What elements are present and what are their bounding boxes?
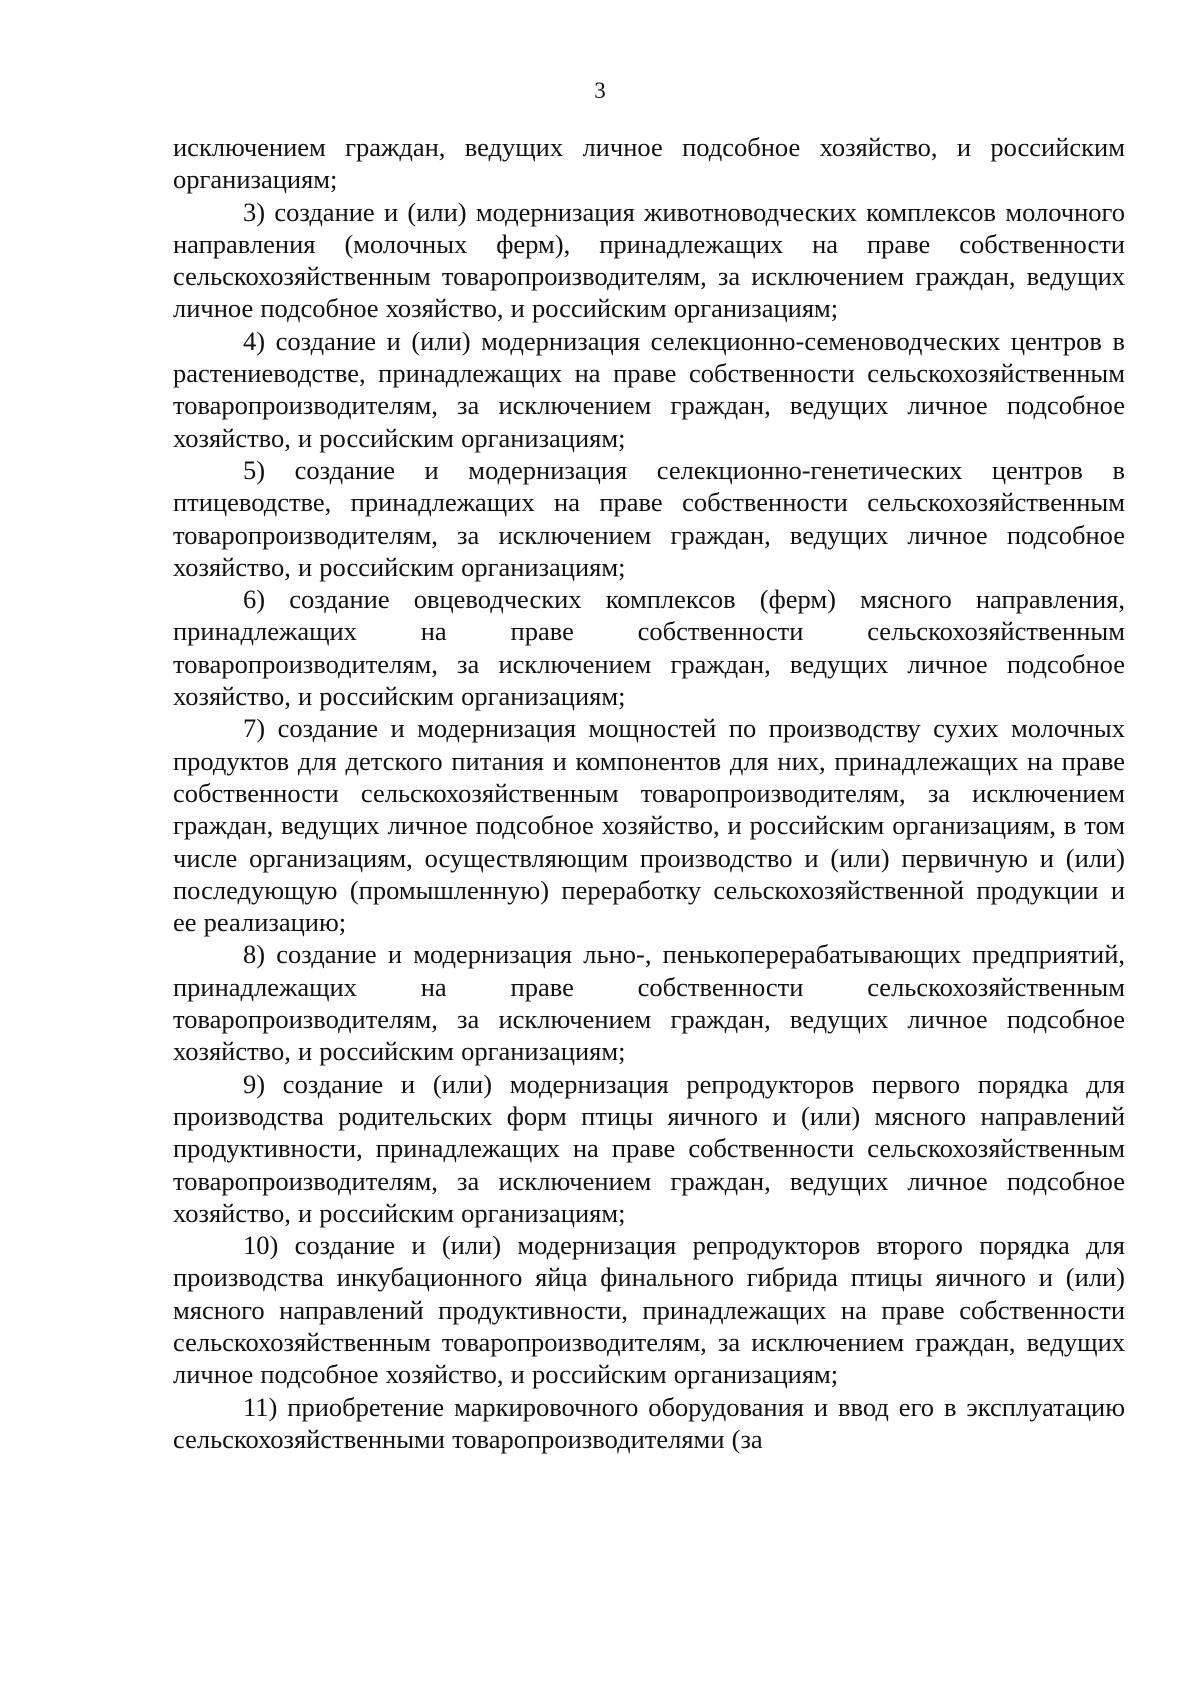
list-item-8: 8) создание и модернизация льно-, пенькоперерабатывающих предприятий, принадлежащих на праве собственности сельскохозяйственным товаропроизводителям, за исключением граждан, ведущих личное подсобное хозяйство, и российским организациям; xyxy=(173,939,1125,1067)
page-number: 3 xyxy=(594,78,606,103)
list-item-9: 9) создание и (или) модернизация репродукторов первого порядка для производства родительских форм птицы яичного и (или) мясного направлений продуктивности, принадлежащих на праве собственности сельскохозяйственным товаропроизводителям, за исключением граждан, ведущих личное подсобное хозяйство, и российским организациям; xyxy=(173,1068,1125,1228)
list-item-4: 4) создание и (или) модернизация селекционно-семеноводческих центров в растениеводстве, принадлежащих на праве собственности сельскохозяйственным товаропроизводителям, за исключением граждан, ведущих личное подсобное хозяйство, и российским организациям; xyxy=(173,325,1125,453)
list-item-7: 7) создание и модернизация мощностей по производству сухих молочных продуктов для детского питания и компонентов для них, принадлежащих на праве собственности сельскохозяйственным товаропроизводителям, за исключением граждан, ведущих личное подсобное хозяйство, и российским организациям, в том числе организациям, осуществляющим производство и (или) первичную и (или) последующую (промышленную) переработку сельскохозяйственной продукции и ее реализацию; xyxy=(173,713,1125,938)
list-item-3: 3) создание и (или) модернизация животноводческих комплексов молочного направления (молочных ферм), принадлежащих на праве собственности сельскохозяйственным товаропроизводителям, за исключением граждан, ведущих личное подсобное хозяйство, и российским организациям; xyxy=(173,196,1125,324)
list-item-6: 6) создание овцеводческих комплексов (ферм) мясного направления, принадлежащих на праве собственности сельскохозяйственным товаропроизводителям, за исключением граждан, ведущих личное подсобное хозяйство, и российским организациям; xyxy=(173,584,1125,712)
paragraph-continuation: исключением граждан, ведущих личное подсобное хозяйство, и российским организациям; xyxy=(173,132,1125,195)
document-body xyxy=(173,131,1125,1455)
list-item-10: 10) создание и (или) модернизация репродукторов второго порядка для производства инкубационного яйца финального гибрида птицы яичного и (или) мясного направлений продуктивности, принадлежащих на праве собственности сельскохозяйственным товаропроизводителям, за исключением граждан, ведущих личное подсобное хозяйство, и российским организациям; xyxy=(173,1230,1125,1390)
list-item-5: 5) создание и модернизация селекционно-генетических центров в птицеводстве, принадлежащих на праве собственности сельскохозяйственным товаропроизводителям, за исключением граждан, ведущих личное подсобное хозяйство, и российским организациям; xyxy=(173,454,1125,582)
list-item-11: 11) приобретение маркировочного оборудования и ввод его в эксплуатацию сельскохозяйственными товаропроизводителями (за xyxy=(173,1391,1125,1454)
